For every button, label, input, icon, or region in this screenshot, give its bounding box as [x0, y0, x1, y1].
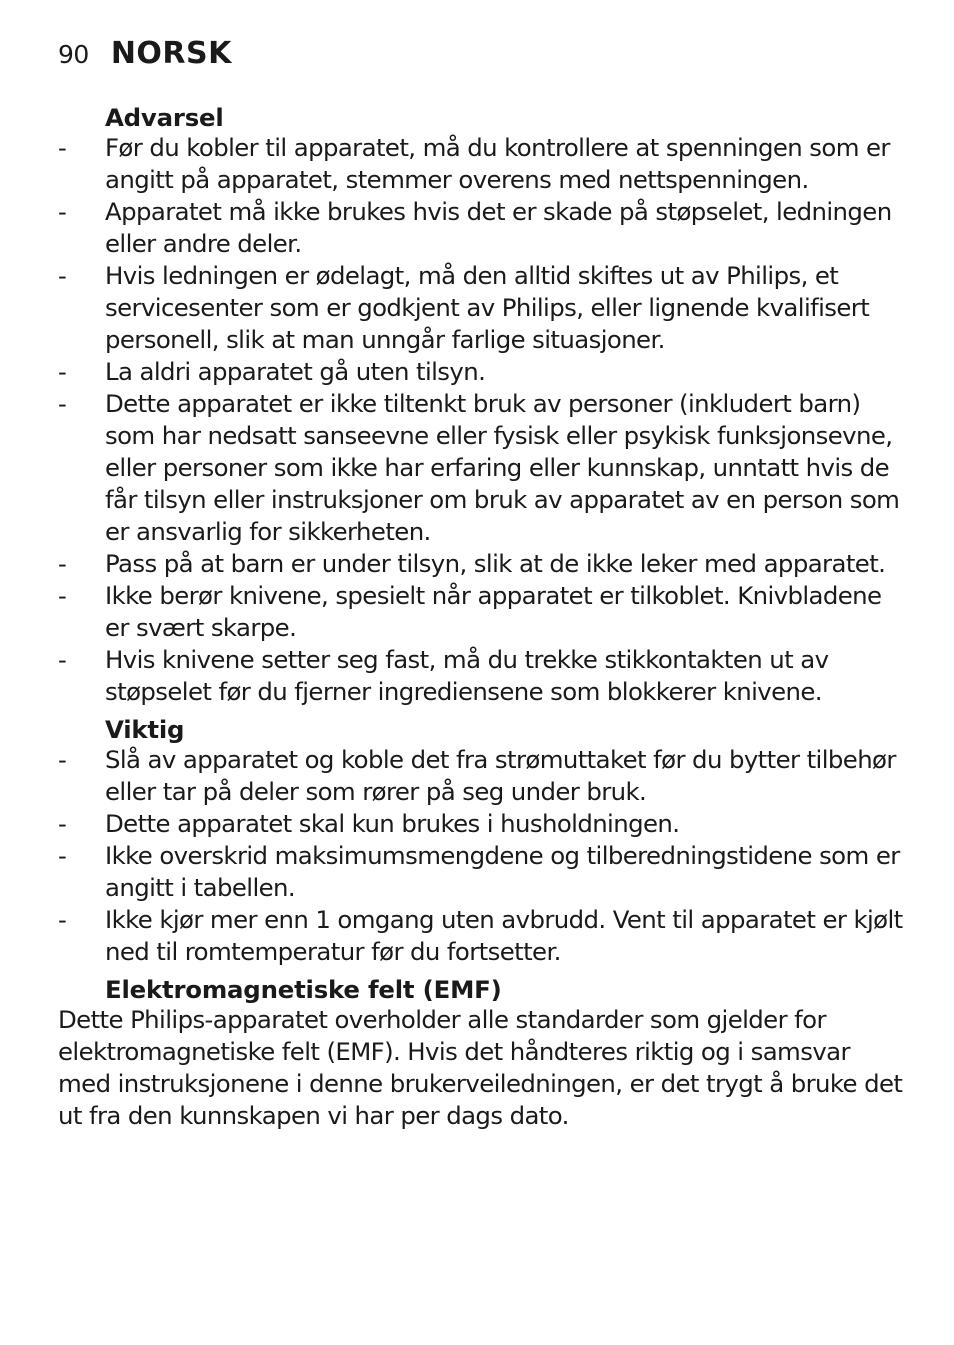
- section-emf: [58, 972, 908, 1132]
- list-item: [58, 904, 908, 968]
- list-item: [58, 644, 908, 708]
- bullet-dash: -: [58, 357, 67, 386]
- list-item-text: Ikke overskrid maksimumsmengdene og tilberedningstidene som er angitt i tabellen.: [105, 841, 900, 902]
- list-item-text: La aldri apparatet gå uten tilsyn.: [105, 357, 486, 386]
- important-list: [58, 744, 908, 968]
- emf-paragraph: Dette Philips-apparatet overholder alle standarder som gjelder for elektromagnetiske felt (EMF). Hvis det håndteres riktig og i samsvar med instruksjonene i denne brukerveiledningen, er det trygt å bruke det ut fra den kunnskapen vi har per dags dato.: [58, 1005, 903, 1130]
- list-item-text: Ikke berør knivene, spesielt når apparatet er tilkoblet. Knivbladene er svært skarpe.: [105, 581, 882, 642]
- list-item-text: Slå av apparatet og koble det fra strømuttaket før du bytter tilbehør eller tar på deler som rører på seg under bruk.: [105, 745, 896, 806]
- bullet-dash: -: [58, 905, 67, 934]
- list-item: [58, 260, 908, 356]
- language-heading: NORSK: [110, 36, 232, 71]
- bullet-dash: -: [58, 261, 67, 290]
- section-advarsel: [58, 100, 908, 708]
- page-content: [58, 100, 908, 1132]
- list-item-text: Hvis knivene setter seg fast, må du trekke stikkontakten ut av støpselet før du fjerner ingrediensene som blokkerer knivene.: [105, 645, 829, 706]
- list-item-text: Dette apparatet er ikke tiltenkt bruk av personer (inkludert barn) som har nedsatt sanseevne eller fysisk eller psykisk funksjonsevne, eller personer som ikke har erfaring eller kunnskap, unntatt hvis de får tilsyn eller instruksjoner om bruk av apparatet av en person som er ansvarlig for sikkerheten.: [105, 389, 900, 546]
- list-item: [58, 808, 908, 840]
- bullet-dash: -: [58, 841, 67, 870]
- bullet-dash: -: [58, 197, 67, 226]
- list-item-text: Apparatet må ikke brukes hvis det er skade på støpselet, ledningen eller andre deler.: [105, 197, 892, 258]
- bullet-dash: -: [58, 581, 67, 610]
- section-heading-advarsel: Advarsel: [105, 103, 224, 132]
- bullet-dash: -: [58, 745, 67, 774]
- list-item: [58, 580, 908, 644]
- list-item-text: Pass på at barn er under tilsyn, slik at de ikke leker med apparatet.: [105, 549, 886, 578]
- list-item: [58, 548, 908, 580]
- bullet-dash: -: [58, 809, 67, 838]
- section-heading-emf: Elektromagnetiske felt (EMF): [105, 975, 502, 1004]
- list-item-text: Ikke kjør mer enn 1 omgang uten avbrudd. Vent til apparatet er kjølt ned til romtemperatur før du fortsetter.: [105, 905, 903, 966]
- bullet-dash: -: [58, 645, 67, 674]
- section-heading-viktig: Viktig: [105, 715, 185, 744]
- list-item-text: Hvis ledningen er ødelagt, må den alltid skiftes ut av Philips, et servicesenter som er godkjent av Philips, eller lignende kvalifisert personell, slik at man unngår farlige situasjoner.: [105, 261, 870, 354]
- list-item: [58, 132, 908, 196]
- section-viktig: [58, 712, 908, 968]
- bullet-dash: -: [58, 549, 67, 578]
- page-number: 90: [58, 40, 89, 69]
- bullet-dash: -: [58, 133, 67, 162]
- list-item: [58, 840, 908, 904]
- list-item: [58, 744, 908, 808]
- list-item-text: Dette apparatet skal kun brukes i husholdningen.: [105, 809, 680, 838]
- list-item-text: Før du kobler til apparatet, må du kontrollere at spenningen som er angitt på apparatet, stemmer overens med nettspenningen.: [105, 133, 890, 194]
- warning-list: [58, 132, 908, 708]
- list-item: [58, 388, 908, 548]
- list-item: [58, 356, 908, 388]
- list-item: [58, 196, 908, 260]
- page-header: [58, 36, 232, 72]
- bullet-dash: -: [58, 389, 67, 418]
